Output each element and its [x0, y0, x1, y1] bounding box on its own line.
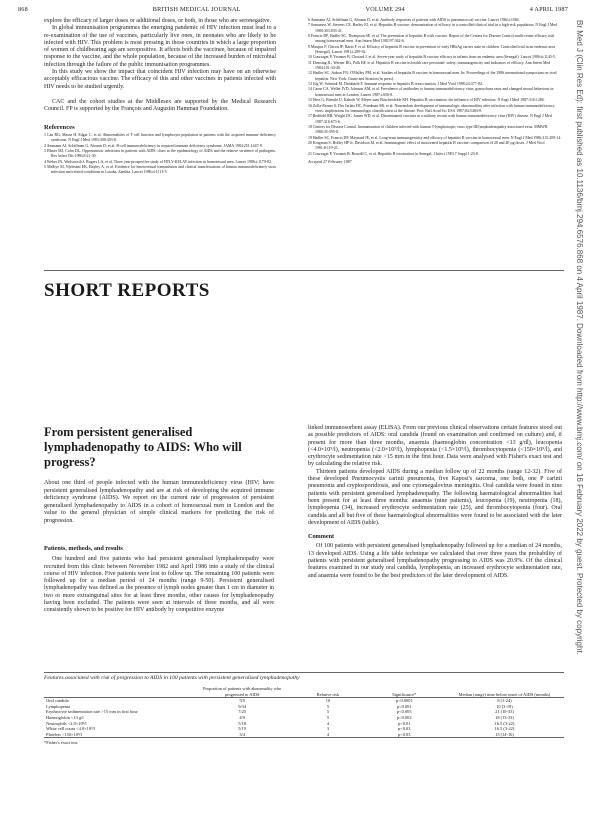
table-header: Proportion of patients with abnormality who progressed to AIDS — [203, 686, 282, 697]
table-cell: 7/25 — [238, 709, 247, 715]
report-title: From persistent generalised lymphadenopathy to AIDS: Who will progress? — [44, 425, 242, 469]
table-cell: 3 — [326, 726, 330, 732]
results-column — [308, 425, 562, 580]
table-caption: Features associated with risk of progression to AIDS in 100 patients with persistent generalised lymphadenopathy — [44, 675, 300, 681]
table-cell: 4 — [326, 720, 330, 726]
table-header — [44, 686, 192, 698]
table-cell: White cell count <4.0×10⁹/l — [46, 726, 95, 732]
table-cell: 5 — [326, 709, 330, 715]
paragraph: explore the efficacy of larger doses or additional doses, or both, in those who are seronegative. — [44, 18, 272, 24]
table-cell: 4/9 — [239, 714, 245, 720]
reference-item: 12 Hadler SC, Judson FN, O'Malley PM, et al. Studies of hepatitis B vaccine in homosexual men. In: Proceedings of the 1986 international symposium on viral hepatitis. New York: Grune and Stratton (in press). — [308, 71, 557, 81]
page-number: 868 — [18, 6, 28, 13]
paragraph: Of 100 patients with persistent generalised lymphadenopathy followed up for a median of 24 months, 13 developed AIDS. Using a life table technique we calculated that over three years the probability of patients with persistent generalised lymphadenopathy progressing to AIDS was 20.9%. Of the clinical features examined in our study oral candida, lymphopenia, an increased erythrocyte sedimentation rate, and anaemia were found to be the best predictors of the later development of AIDS. — [308, 543, 562, 579]
reference-item: 10 Coursaget P, Yvonnet B, Chotard J, et al. Seven-year study of hepatitis B vaccine efficacy in infants from an endemic area (Senegal). Lancet 1986;ii:1143-5. — [308, 55, 556, 60]
report-abstract: About one third of people infected with the human immunodeficiency virus (HIV; have persistent generalised lymphadenopathy and are at risk of developing the acquired immune deficiency syndrome (AIDS). We report on the current rate of progression of persistent generalised lymphadenopathy to AIDS in a cohort of homosexual men in London and the value to the general physician of simple clinical markers for predicting the risk of progression. — [44, 480, 274, 524]
table-cell: 16.5 (3-22) — [494, 726, 515, 732]
running-header — [18, 6, 568, 13]
reference-item: 6 Ammann AJ, Schiffman G, Abrams D, et al. Antibody responses of patients with AIDS to pneumococcal vaccine. Lancet 1984;i:1084. — [308, 18, 520, 22]
reference-item: 5 Melbye M, Njelesani EK, Bayley A, et al. Evidence for heterosexual transmission and clinical manifestations of human immunodeficiency virus infection and related conditions in Lusaka, Zambia. Lancet 1986;ii:1113-5. — [44, 164, 276, 175]
table-cell: 18 (13-33) — [495, 714, 514, 720]
reference-item: 16 Zolla-Pazner S, Des Jarlais DC, Friedman SR, et al. Nonrandom development of immunologic abnormalities after infection with human immunodeficiency virus: implications for immunologic classification of the disease. Proc Natl Acad Sci USA 1987;84:5404-8. — [308, 103, 555, 113]
copyright-sidebar: Br Med J (Clin Res Ed): first published as 10.1136/bmj.294.6576.868 on 4 April 1987. Downloaded from http://www.bmj.com/ on 16 February 2022 by guest. Protected by copyright. — [575, 20, 584, 655]
table-cell: 10 — [325, 698, 331, 704]
table-cell: 5/9 — [239, 698, 245, 704]
table-cell: 15 (14-16) — [495, 731, 514, 737]
reference-item: 3 Blaser MJ, Cohn DL. Opportunistic infections in patients with AIDS: clues to the epidemiology of AIDS and the relative virulence of pathogens. Rev Infect Dis 1986;8:21-30. — [44, 148, 276, 159]
table-cell: 3/4 — [239, 731, 245, 737]
reference-item: 13 Jilg W, Schmidt M, Deinhardt F. Immune response to hepatitis B revaccination. J Med Virol 1988;24:377-84. — [308, 82, 483, 87]
table-cell: 8 (1-24) — [497, 698, 512, 704]
paragraph: Thirteen patients developed AIDS during a median follow up of 22 months (range 12-32). Five of these developed Pneumocystis carinii pneumonia, five Kaposi's sarcoma, one both, one P carinii pneumonia and cryptosporidiosis, and one cytomegalovirus meningitis. Oral candida were found in nine patients with persistent generalised lymphadenopathy. The following haematological abnormalities had been present for at least three months: anaemia (nine patients), leucopenia (19), neutropenia (18), lymphopenia (34), increased erythrocyte sedimentation rate (25), and thrombocytopenia (four). Oral candida and all but five of these haematological abnormalities were found to be associated with the later development of AIDS (table). — [308, 468, 562, 526]
reference-list-right — [308, 18, 562, 165]
table-cell: 9/34 — [238, 703, 247, 709]
reference-item: 14 Carne CA, Weller IVD, Johnson AM, et al. Prevalence of antibodies to human immunodeficiency virus, gonorrhoea rates and changed sexual behaviour in homosexual men in London. Lancet 1987;i:656-8. — [308, 87, 554, 97]
table-row — [44, 732, 564, 738]
table-cell: p<0.01 — [398, 720, 411, 726]
reference-item: 1 Lau RG, Masur H, Edgar C, et al. Abnormalities of T-cell function and lymphocyte population in patients with the acquired immune deficiency syndrome. N Engl J Med 1983;309:453-8. — [44, 132, 276, 143]
left-column — [44, 18, 276, 176]
table-cell: Platelets <150×10⁹/l — [46, 731, 82, 737]
table-cell: Lymphopenia — [46, 703, 71, 709]
table-cell: 16.5 (3-22) — [494, 720, 515, 726]
reference-item: 18 Centers for Disease Control. Immunization of children infected with human T-lymphotropic virus type III/lymphadenopathy-associated virus. MMWR 1986;35:595-8. — [308, 124, 548, 135]
reference-item: 8 Francis DP, Hadler SC, Thompson SE, et al. The prevention of hepatitis B with vaccine. Report of the Centers for Disease Control multi-center efficacy trial among homosexual men. Ann Intern Med 1982;97:362-6. — [308, 34, 555, 44]
table-cell: p<0.001 — [396, 703, 412, 709]
paragraph: linked immunosorbent assay (ELISA). From our previous clinical observations certain features stood out as possible predictors of AIDS: oral candida (found on examination and confirmed on culture) and, if present for more than three months, anaemia (haemoglobin concentration <13 g/dl), leucopenia (<4.0×10⁹/l), neutropenia (<2.0×10⁹/l), lymphopenia (<1.5×10⁹/l), thrombocytopenia (<150×10⁹/l), and erythrocyte sedimentation rate >15 mm in the first hour. Data were analysed with Fisher's exact test and by calculating the relative risk. — [308, 425, 562, 468]
results-table — [44, 686, 564, 745]
table-cell: 5 — [326, 714, 330, 720]
table-cell: 5/18 — [238, 720, 247, 726]
table-cell: p<0.03 — [398, 726, 411, 732]
table-footnote: *Fisher's exact test. — [44, 740, 79, 746]
accepted-date: Accepted 27 February 1987 — [308, 159, 352, 164]
reference-item: 9 Maupas P, Chiron JP, Barin F, et al. Efficacy of hepatitis B vaccine in prevention of early HBsAg carrier state in children. Controlled trial in an endemic area (Senegal). Lancet 1981;i:289-92. — [308, 44, 555, 55]
paragraph: In global immunisation programmes the emerging pandemic of HIV infection must lead to a re-examination of the use of vaccines, particularly live ones, in neonates who are likely to be infected with HIV. This problem is most pressing in those countries in which a large proportion of women of childbearing age are seropositive. It affects both the vaccinee, because of impaired response to the vaccine, and the whole population, because of the increased burden of microbial infection through the failure of the public immunisation programmes. — [44, 25, 276, 68]
table-cell: Oral candida — [46, 698, 69, 704]
table-cell: Neutrophils <2.0×10⁹/l — [46, 720, 87, 726]
methods-heading: Patients, methods, and results — [44, 545, 123, 552]
paragraph: In this study we show the impact that coincident HIV infection may have on an otherwise acceptably efficacious vaccine. The efficacy of this and other vaccines in patients infected with HIV needs to be studied urgently. — [44, 69, 276, 90]
table-cell: 21 (10-33) — [495, 709, 514, 715]
issue-date: 4 APRIL 1987 — [529, 6, 568, 13]
acknowledgement: CAC and the cohort studies at the Middlesex are supported by the Medical Research Council. FP is supported by the François and Augustin Hamman Foundation. — [44, 98, 276, 113]
table-cell: 5 — [326, 703, 330, 709]
section-heading: SHORT REPORTS — [44, 280, 210, 301]
table-cell: 5/19 — [238, 726, 247, 732]
journal-name: BRITISH MEDICAL JOURNAL — [152, 6, 241, 13]
reference-list-left — [44, 133, 276, 176]
section-rule — [44, 270, 564, 271]
table-cell: 10 (3-18) — [496, 703, 513, 709]
reference-item: 19 Hadler SC, Francis DP, Maynard JE, et al. Long-term immunogenicity and efficacy of hepatitis B vaccine in homosexual men. N Engl J Med 1986;315:209-14. — [308, 135, 562, 140]
table-cell: p<0.005 — [396, 709, 412, 715]
table-header: Significance* — [392, 691, 417, 697]
table-cell: p<0.03 — [398, 731, 411, 737]
reference-item: 17 Redfield RR, Wright DC, James WD, et al. Disseminated vaccinia in a military recruit with human immunodeficiency virus (HIV) disease. N Engl J Med 1987;316:673-6. — [308, 114, 552, 124]
paragraph: One hundred and five patients who had persistent generalised lymphadenopathy were recruited from this clinic between November 1982 and April 1986 into a study of the clinical course of HIV infection. Five patients were lost to follow up. The remaining 100 patients were followed up for a median period of 24 months (range 9-50). Persistent generalised lymphadenopathy was defined as the presence of lymph nodes greater than 1 cm in diameter in two or more extrainguinal sites for at least three months, other causes for lymphadenopathy having been excluded. The patients were seen at intervals of three months, and all were consistently shown to be positive for HIV antibody by competitive enzyme — [44, 556, 274, 614]
table-cell: p<0.002 — [396, 714, 412, 720]
table-header: Relative risk — [316, 691, 340, 697]
table-rule — [44, 672, 564, 673]
reference-item: 7 Szmuness W, Stevens CE, Harley EJ, et al. Hepatitis B vaccine: demonstration of efficacy in a controlled clinical trial in a high-risk population. N Engl J Med 1980;303:833-41. — [308, 23, 558, 33]
table-header: Median (range) time before onset of AIDS (months) — [458, 691, 551, 697]
methods-section — [44, 545, 274, 615]
reference-item: 4 Weber JN, Wadsworth J, Rogers LA, et al. Three year prospective study of HTLV-III/LAV infection in homosexual men. Lancet 1986;i:1179-82. — [44, 159, 272, 164]
volume: VOLUME 294 — [365, 6, 405, 13]
table-cell: Erythrocyte sedimentation rate >15 mm in first hour — [46, 709, 138, 715]
table-cell: 4 — [326, 731, 330, 737]
reference-item: 15 Hess G, Bienzle U, Kaboth W, Meyer zum Büschenfelde KH. Hepatitis B vaccination: the influence of HIV infection. N Engl J Med 1987;316:1286. — [308, 98, 545, 103]
reference-item: 2 Ammann AJ, Schiffman G, Abrams D, et al. B-cell immunodeficiency in acquired immune deficiency syndrome. JAMA 1984;251:1447-9. — [44, 143, 263, 148]
references-heading: References — [44, 123, 75, 131]
table-cell: Haemoglobin <13 g/l — [46, 714, 84, 720]
table-cell: p<0.0001 — [395, 698, 413, 704]
table-header-row — [44, 686, 564, 698]
comment-heading: Comment — [308, 533, 335, 541]
reference-item: 20 Krugman S, Holley HP Jr, Davidson M, et al. Immunogenic effect of inactivated hepatitis B vaccine: comparison of 20 and 40 µg doses. J Med Virol 1981;8:119-21. — [308, 140, 545, 151]
reference-item: 11 Dienstag JL, Werner BG, Polk BF, et al. Hepatitis B vaccine in health care personnel: safety, immunogenicity and indicators of efficacy. Ann Intern Med 1984;101:34-40. — [308, 60, 551, 71]
reference-item: 21 Coursaget P, Yvonnet B, Bourdil C, et al. Hepatitis B vaccination in Senegal. J Infect 1983;7 Suppl 1:23-8. — [308, 151, 479, 156]
